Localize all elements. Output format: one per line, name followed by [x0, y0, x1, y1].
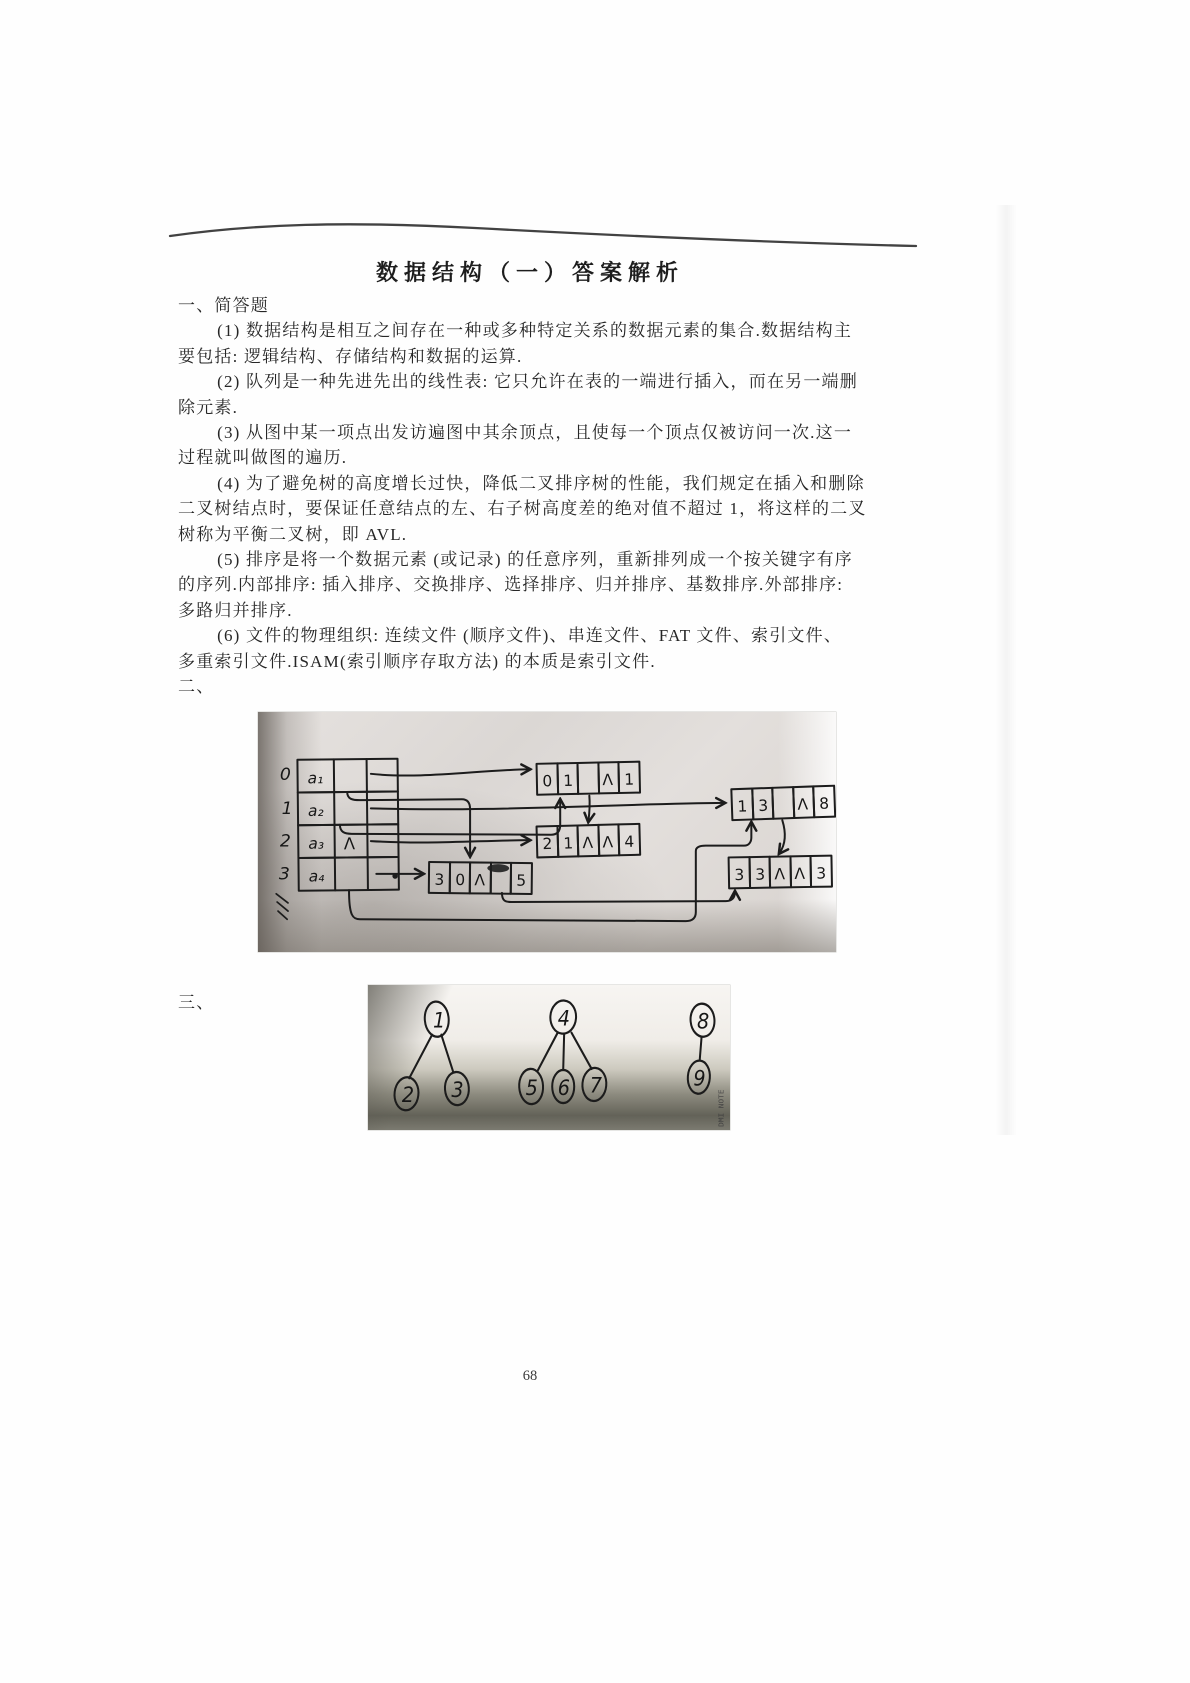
- node-label: 2: [401, 1081, 415, 1108]
- arc-node-c: [537, 824, 641, 858]
- body-line: (1) 数据结构是相互之间存在一种或多种特定关系的数据元素的集合.数据结构主: [217, 321, 853, 341]
- adjacency-diagram-photo: [258, 712, 836, 952]
- page-title: 数据结构（一）答案解析: [375, 260, 684, 285]
- scan-shadow-strip: [995, 205, 1017, 1135]
- cell: 3: [734, 865, 745, 885]
- cell: Λ: [602, 833, 614, 852]
- cell: 0: [542, 772, 553, 791]
- section-two-label: 二、: [178, 677, 215, 697]
- row-index: 1: [281, 798, 293, 819]
- vertex-table: [297, 759, 398, 891]
- cell: 1: [737, 797, 748, 816]
- body-line: 的序列.内部排序: 插入排序、交换排序、选择排序、归并排序、基数排序.外部排序:: [178, 575, 844, 595]
- cell: 0: [455, 871, 466, 890]
- cell: Λ: [602, 770, 614, 790]
- vertex-cell: a₁: [307, 769, 324, 788]
- photo-watermark: DMI NOTE: [717, 1089, 726, 1127]
- node-label: 5: [525, 1074, 538, 1101]
- row-index: 0: [279, 765, 291, 786]
- node-label: 9: [693, 1065, 706, 1091]
- cell: 1: [563, 834, 574, 853]
- body-line: 除元素.: [178, 397, 239, 417]
- tree-nodes: [393, 999, 716, 1112]
- vertex-cell: a₄: [308, 867, 325, 886]
- body-line: (6) 文件的物理组织: 连续文件 (顺序文件)、串连文件、FAT 文件、索引文件、: [217, 626, 843, 646]
- body-line: 树称为平衡二叉树，即 AVL.: [178, 524, 408, 544]
- cell: 8: [818, 794, 830, 813]
- body-line: (4) 为了避免树的高度增长过快，降低二叉排序树的性能，我们规定在插入和删除: [217, 473, 865, 493]
- arc-node-a: [537, 762, 640, 795]
- cell: Λ: [474, 871, 486, 890]
- body-line: (5) 排序是将一个数据元素 (或记录) 的任意序列，重新排列成一个按关键字有序: [217, 550, 853, 570]
- vertex-null: Λ: [343, 834, 356, 854]
- body-line: 过程就叫做图的遍历.: [178, 448, 348, 468]
- row-index: 3: [278, 864, 290, 885]
- node-label: 3: [451, 1076, 464, 1103]
- cell: Λ: [797, 795, 809, 814]
- cell: 3: [434, 870, 445, 889]
- body-line: (3) 从图中某一项点出发访遍图中其余顶点，且使每一个顶点仅被访问一次.这一: [217, 423, 853, 443]
- body-line: (2) 队列是一种先进先出的线性表: 它只允许在表的一端进行插入，而在另一端删: [217, 372, 858, 392]
- row-index: 2: [279, 831, 291, 852]
- hatch-mark: [276, 894, 288, 919]
- node-label: 7: [589, 1072, 603, 1099]
- cell: 3: [816, 864, 827, 883]
- cell: 5: [516, 871, 527, 890]
- cell: 2: [542, 834, 553, 854]
- body-line: 多路归并排序.: [178, 600, 293, 620]
- cell: 1: [624, 770, 635, 789]
- row-indices: [279, 765, 293, 884]
- arc-node-e: [729, 856, 832, 889]
- vertex-cell: a₃: [308, 834, 325, 853]
- arc-node-d: [429, 862, 532, 894]
- cell: 1: [563, 771, 574, 790]
- node-label: 4: [557, 1005, 570, 1031]
- pointer-arrows: [340, 769, 785, 921]
- vertex-cell: a₂: [307, 801, 324, 821]
- forest-diagram-photo: [368, 985, 730, 1130]
- section-three-label: 三、: [178, 993, 215, 1012]
- body-line: 二叉树结点时，要保证任意结点的左、右子树高度差的绝对值不超过 1，将这样的二叉: [178, 499, 867, 519]
- node-label: 1: [433, 1007, 446, 1033]
- page-number: 68: [522, 1368, 538, 1384]
- body-line: 多重索引文件.ISAM(索引顺序存取方法) 的本质是索引文件.: [178, 651, 656, 671]
- cell: 3: [755, 865, 766, 884]
- cell: 3: [758, 796, 769, 816]
- cell: Λ: [794, 864, 806, 884]
- section-one-heading: 一、简答题: [178, 296, 269, 315]
- forest-diagram: [368, 985, 730, 1130]
- body-line: 要包括: 逻辑结构、存储结构和数据的运算.: [178, 346, 523, 366]
- arc-node-b: [731, 786, 835, 820]
- tree-edges: [409, 1033, 701, 1079]
- adjacency-diagram: [258, 712, 836, 952]
- node-label: 6: [557, 1074, 570, 1101]
- cell: 4: [624, 832, 635, 851]
- node-label: 8: [697, 1008, 710, 1034]
- cell: Λ: [774, 865, 786, 884]
- cell: Λ: [582, 833, 594, 853]
- answer-text-block: [178, 293, 912, 700]
